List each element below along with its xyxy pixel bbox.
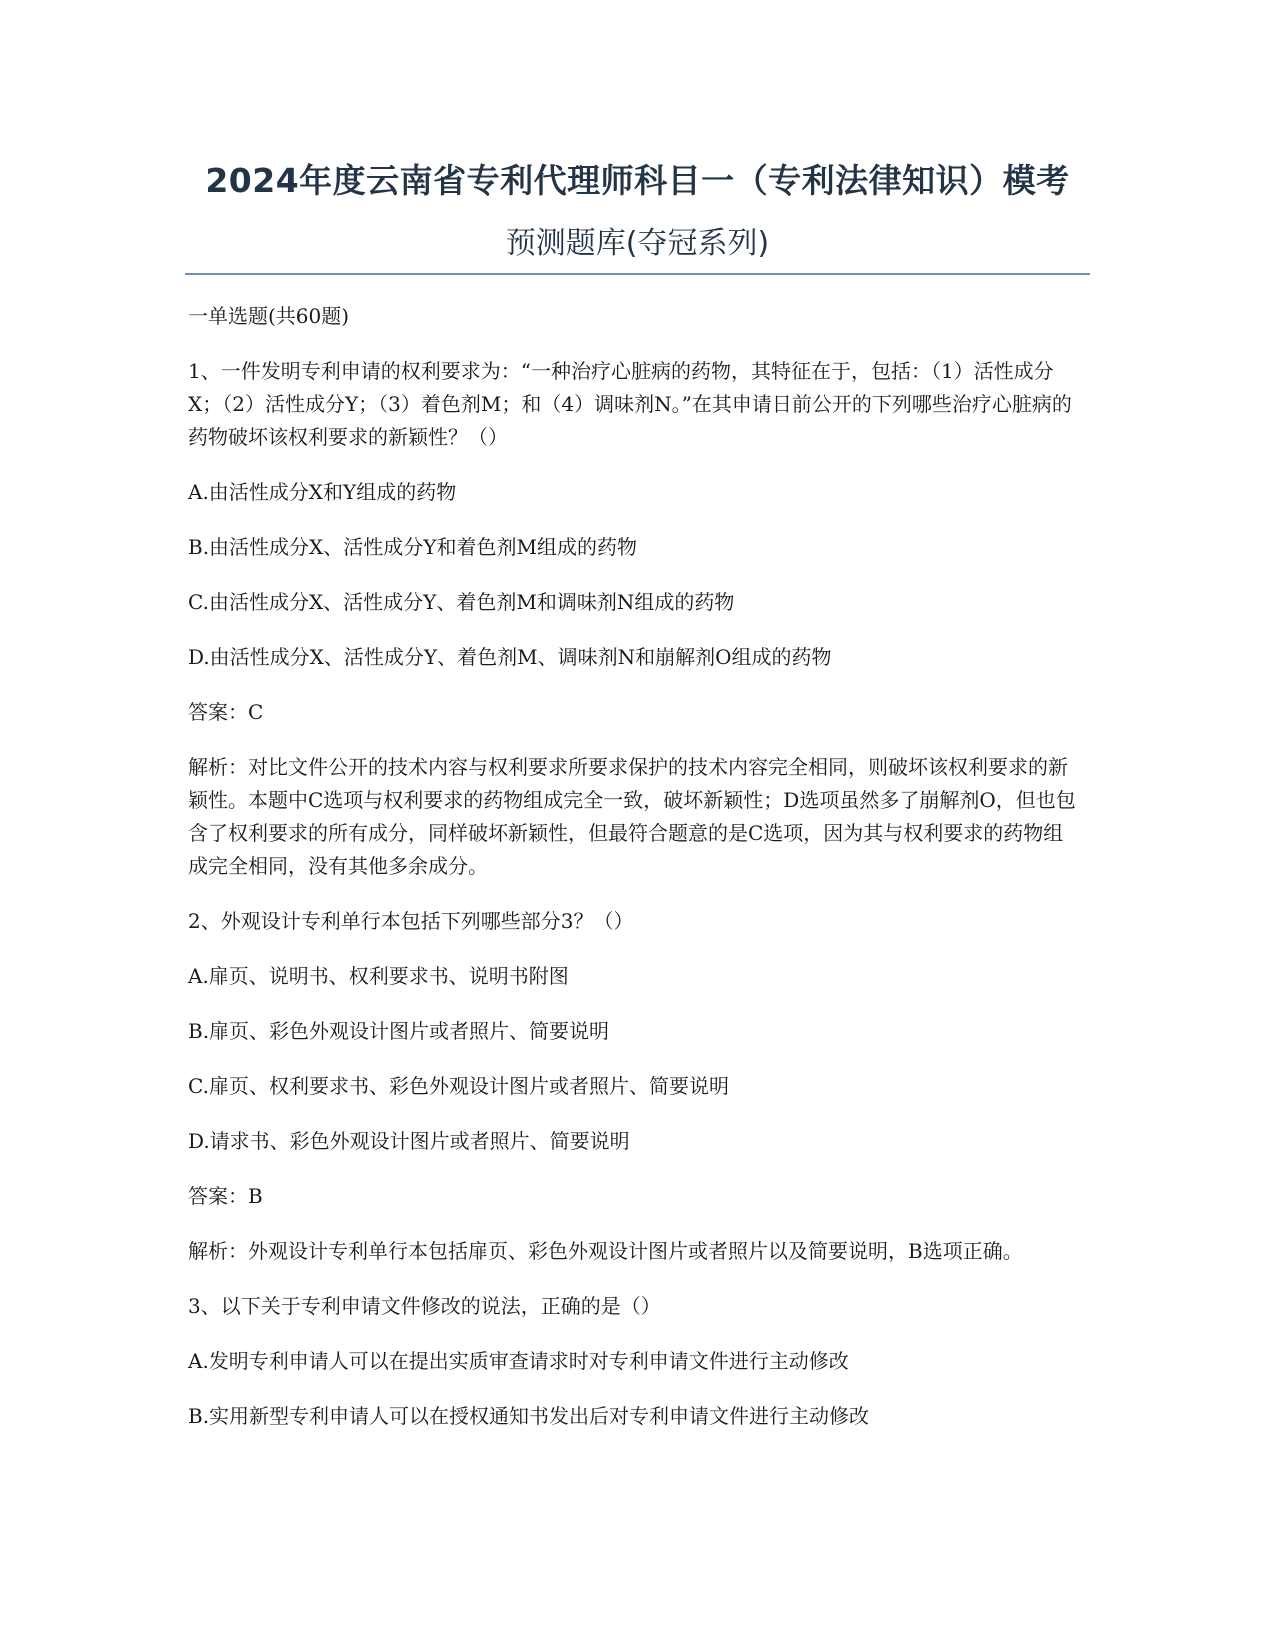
title-divider bbox=[185, 273, 1090, 275]
document-body bbox=[188, 300, 1083, 1455]
document-title bbox=[185, 150, 1090, 274]
question-3-stem: 3、以下关于专利申请文件修改的说法，正确的是（） bbox=[188, 1294, 661, 1318]
question-1-stem: 1、一件发明专利申请的权利要求为：“一种治疗心脏病的药物，其特征在于，包括：（1）活性成分X；（2）活性成分Y；（3）着色剂M；和（4）调味剂N。”在其申请日前公开的下列哪些治疗心脏病的药物破坏该权利要求的新颖性？（） bbox=[188, 359, 1072, 449]
question-2-option-d: D.请求书、彩色外观设计图片或者照片、简要说明 bbox=[188, 1129, 630, 1153]
question-1-analysis: 解析：对比文件公开的技术内容与权利要求所要求保护的技术内容完全相同，则破坏该权利要求的新颖性。本题中C选项与权利要求的药物组成完全一致，破坏新颖性；D选项虽然多了崩解剂O，但也包含了权利要求的所有成分，同样破坏新颖性，但最符合题意的是C选项，因为其与权利要求的药物组成完全相同，没有其他多余成分。 bbox=[188, 755, 1076, 878]
section-heading: 一单选题(共60题) bbox=[188, 304, 350, 328]
question-3-option-b: B.实用新型专利申请人可以在授权通知书发出后对专利申请文件进行主动修改 bbox=[188, 1404, 870, 1428]
question-1-option-a: A.由活性成分X和Y组成的药物 bbox=[188, 480, 457, 504]
question-2-option-c: C.扉页、权利要求书、彩色外观设计图片或者照片、简要说明 bbox=[188, 1074, 729, 1098]
question-2-analysis: 解析：外观设计专利单行本包括扉页、彩色外观设计图片或者照片以及简要说明，B选项正确。 bbox=[188, 1239, 1023, 1263]
title-line-2: 预测题库(夺冠系列) bbox=[505, 226, 770, 261]
question-2-answer: 答案：B bbox=[188, 1184, 263, 1208]
question-2-option-a: A.扉页、说明书、权利要求书、说明书附图 bbox=[188, 964, 569, 988]
title-line-1: 2024年度云南省专利代理师科目一（专利法律知识）模考 bbox=[205, 161, 1070, 200]
question-1-option-b: B.由活性成分X、活性成分Y和着色剂M组成的药物 bbox=[188, 535, 637, 559]
question-3-option-a: A.发明专利申请人可以在提出实质审查请求时对专利申请文件进行主动修改 bbox=[188, 1349, 849, 1373]
question-2-option-b: B.扉页、彩色外观设计图片或者照片、简要说明 bbox=[188, 1019, 610, 1043]
question-1-option-c: C.由活性成分X、活性成分Y、着色剂M和调味剂N组成的药物 bbox=[188, 590, 735, 614]
question-2-stem: 2、外观设计专利单行本包括下列哪些部分3？（） bbox=[188, 909, 634, 933]
question-1-answer: 答案：C bbox=[188, 700, 264, 724]
question-1-option-d: D.由活性成分X、活性成分Y、着色剂M、调味剂N和崩解剂O组成的药物 bbox=[188, 645, 832, 669]
